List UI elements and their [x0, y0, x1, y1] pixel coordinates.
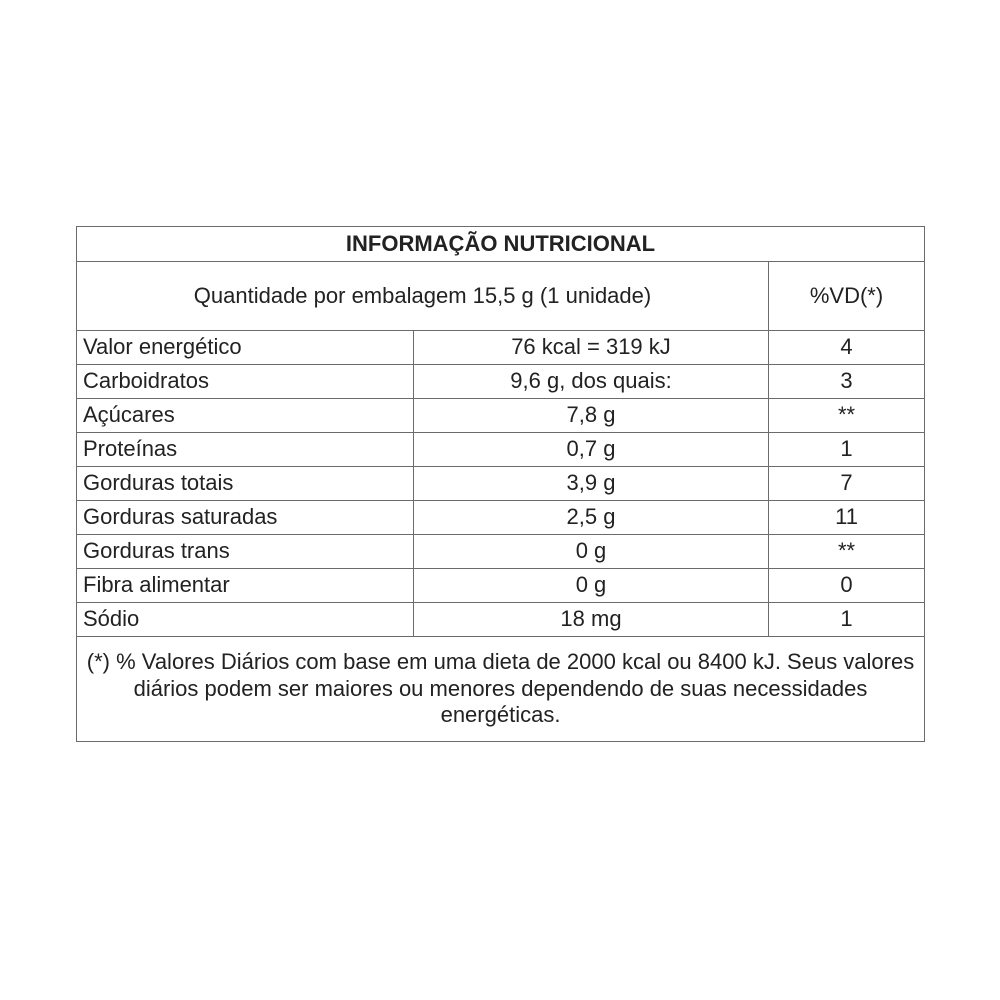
- table-title: INFORMAÇÃO NUTRICIONAL: [77, 227, 925, 262]
- nutrient-name: Carboidratos: [77, 365, 414, 399]
- table-row: [77, 467, 925, 501]
- table-row: [77, 535, 925, 569]
- nutrient-name: Gorduras saturadas: [77, 501, 414, 535]
- table-row: [77, 399, 925, 433]
- nutrient-name: Proteínas: [77, 433, 414, 467]
- nutrient-amount: 0 g: [414, 569, 769, 603]
- table-row: [77, 433, 925, 467]
- table-row: [77, 501, 925, 535]
- nutrient-amount: 0,7 g: [414, 433, 769, 467]
- nutrient-name: Fibra alimentar: [77, 569, 414, 603]
- nutrient-vd: 7: [769, 467, 925, 501]
- table-row: [77, 569, 925, 603]
- table-row: [77, 603, 925, 637]
- nutrient-name: Açúcares: [77, 399, 414, 433]
- nutrient-amount: 3,9 g: [414, 467, 769, 501]
- nutrient-vd: 3: [769, 365, 925, 399]
- nutrient-vd: 11: [769, 501, 925, 535]
- nutrient-amount: 0 g: [414, 535, 769, 569]
- nutrient-name: Gorduras trans: [77, 535, 414, 569]
- nutrient-vd: **: [769, 535, 925, 569]
- nutrient-amount: 2,5 g: [414, 501, 769, 535]
- nutrient-amount: 9,6 g, dos quais:: [414, 365, 769, 399]
- nutrient-name: Valor energético: [77, 331, 414, 365]
- footnote: (*) % Valores Diários com base em uma dieta de 2000 kcal ou 8400 kJ. Seus valores diários podem ser maiores ou menores dependendo de suas necessidades energéticas.: [77, 637, 925, 742]
- nutrition-facts-table: [76, 226, 925, 742]
- nutrient-vd: **: [769, 399, 925, 433]
- nutrient-vd: 0: [769, 569, 925, 603]
- title-row: [77, 227, 925, 262]
- table-row: [77, 331, 925, 365]
- nutrient-amount: 7,8 g: [414, 399, 769, 433]
- nutrient-name: Sódio: [77, 603, 414, 637]
- nutrient-vd: 1: [769, 603, 925, 637]
- vd-header: %VD(*): [769, 262, 925, 331]
- serving-row: [77, 262, 925, 331]
- serving-size: Quantidade por embalagem 15,5 g (1 unidade): [77, 262, 769, 331]
- table-row: [77, 365, 925, 399]
- nutrient-amount: 18 mg: [414, 603, 769, 637]
- nutrient-vd: 4: [769, 331, 925, 365]
- nutrient-amount: 76 kcal = 319 kJ: [414, 331, 769, 365]
- footnote-row: [77, 637, 925, 742]
- nutrient-name: Gorduras totais: [77, 467, 414, 501]
- nutrient-vd: 1: [769, 433, 925, 467]
